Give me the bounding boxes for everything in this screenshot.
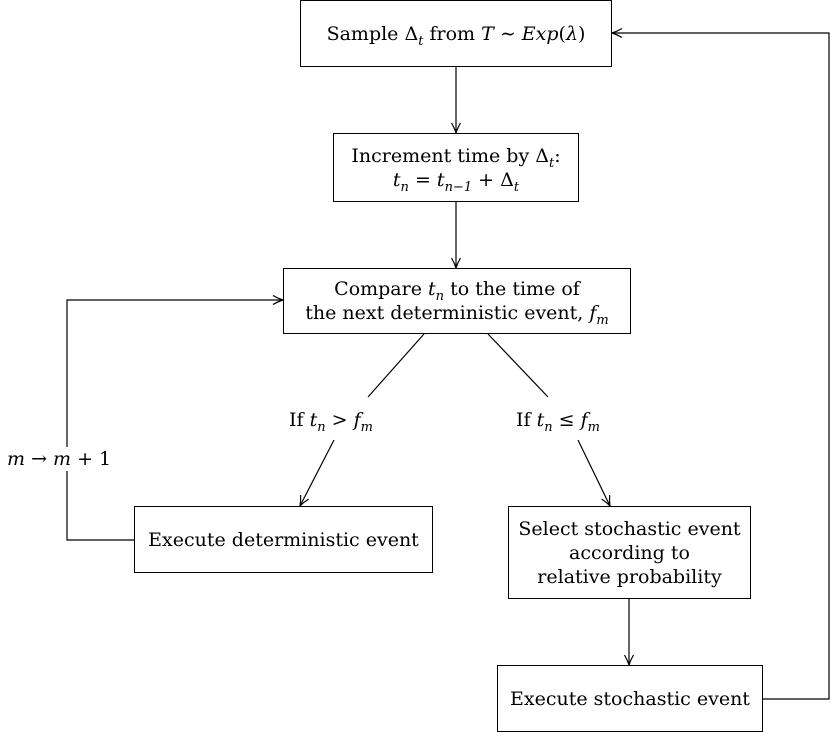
compare-text-line-2: the next deterministic event, [305,302,590,324]
increment-lhs-subscript: n [400,179,409,195]
sample-text-before: Sample [326,22,405,45]
compare-variable: t [428,278,436,300]
condition-less-equal-rhs-subscript: m [587,419,600,435]
increment-delta-subscript: t [548,155,555,171]
increment-rhs: t [436,168,445,191]
condition-greater-variable-subscript: n [317,419,326,435]
sample-text-mid: from [423,22,482,45]
increment-colon: : [554,144,561,167]
compare-node [283,268,631,334]
increment-lhs: t [392,168,401,191]
select-stochastic-line-1: Select stochastic event [518,517,741,540]
condition-greater-label [286,408,376,435]
loop-back-stochastic [612,33,829,699]
loop-increment: + 1 [71,448,112,470]
sample-parameter: λ [565,22,578,45]
select-stochastic-node [508,506,751,599]
execute-deterministic-text: Execute deterministic event [148,528,419,551]
condition-greater-rhs: f [353,409,361,431]
increment-equals: = [408,168,437,191]
arrow-less-equal-to-select-stochastic [578,440,610,506]
sample-relation: ∼ [493,22,522,45]
condition-less-equal-operator: ≤ [552,409,581,431]
branch-line-greater [368,334,424,397]
execute-stochastic-text: Execute stochastic event [510,687,750,710]
increment-line-1 [351,144,561,171]
increment-line-2 [392,168,520,195]
loop-lhs: m [7,448,26,470]
condition-less-equal-rhs: f [580,409,588,431]
sample-node-text [326,22,586,49]
compare-event-variable: f [589,302,597,324]
condition-greater-variable: t [309,409,318,431]
condition-less-equal-variable-subscript: n [544,419,553,435]
loop-arrow: → [25,448,54,470]
sample-node [300,0,612,67]
increment-plus: + [472,168,501,191]
branch-line-less-equal [488,334,548,397]
increment-rhs-delta-symbol: Δ [500,168,514,191]
select-stochastic-line-2: according to [569,541,690,564]
loop-back-deterministic [67,300,283,540]
compare-line-1 [334,277,580,304]
select-stochastic-line-3: relative probability [537,565,722,588]
sample-delta-symbol: Δ [404,22,419,45]
increment-rhs-subscript: n−1 [444,179,473,195]
loop-rhs: m [53,448,72,470]
condition-greater-rhs-subscript: m [360,419,373,435]
execute-deterministic-node [134,506,433,573]
increment-text: Increment time by [351,144,536,167]
condition-less-equal-variable: t [536,409,545,431]
compare-line-2 [305,301,609,328]
compare-event-subscript: m [596,312,609,328]
condition-less-equal-prefix: If [516,409,537,431]
loop-counter-label [4,447,114,471]
sample-variable: T [481,22,494,45]
sample-distribution: Exp [521,22,559,45]
arrow-greater-to-execute-deterministic [300,440,334,506]
compare-text-before: Compare [334,278,429,300]
compare-variable-subscript: n [435,288,445,304]
execute-stochastic-node [497,665,763,732]
condition-less-equal-label [513,408,603,435]
sample-paren-open: ( [558,22,566,45]
sample-paren-close: ) [578,22,586,45]
sample-delta-subscript: t [418,33,424,49]
increment-node [333,133,579,202]
increment-delta-symbol: Δ [535,144,549,167]
increment-rhs-delta-subscript: t [513,179,520,195]
compare-text-after: to the time of [444,278,580,300]
condition-greater-prefix: If [289,409,310,431]
condition-greater-operator: > [325,409,354,431]
